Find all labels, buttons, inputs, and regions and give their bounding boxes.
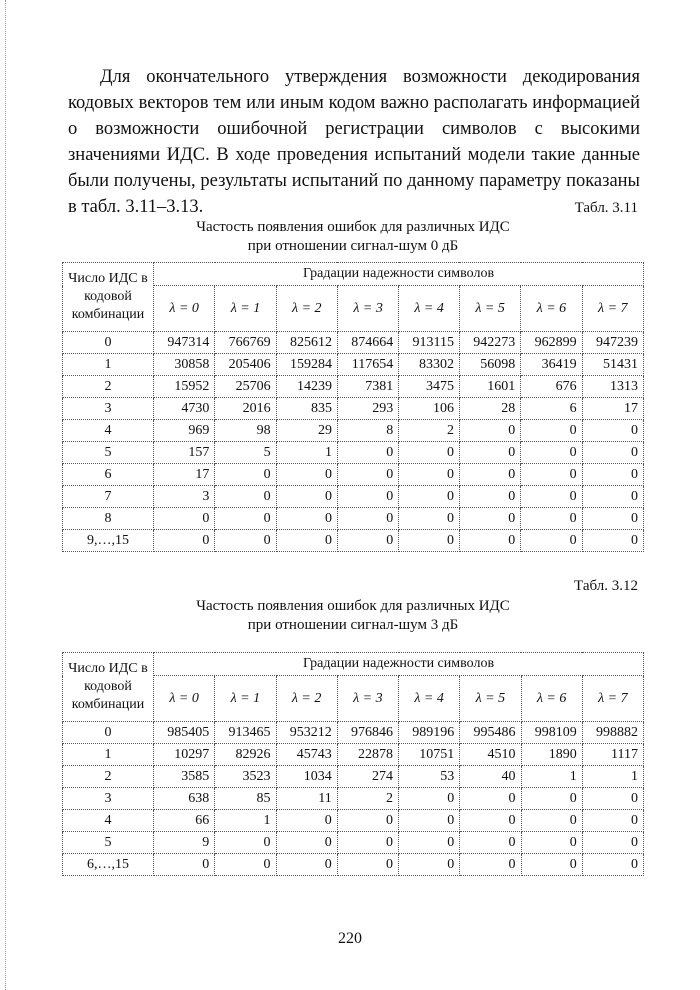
lambda-header: λ = 0 xyxy=(154,676,215,722)
table-cell: 0 xyxy=(399,530,460,552)
row-label: 6,…,15 xyxy=(63,854,154,876)
table-cell: 0 xyxy=(582,508,643,530)
table-row xyxy=(63,810,644,832)
table-cell: 17 xyxy=(154,464,215,486)
lambda-header: λ = 1 xyxy=(215,286,276,332)
table-cell: 947314 xyxy=(154,332,215,354)
group-header: Градации надежности символов xyxy=(154,263,644,286)
lambda-header: λ = 3 xyxy=(337,286,398,332)
table-cell: 0 xyxy=(276,464,337,486)
lambda-header: λ = 7 xyxy=(582,286,643,332)
table-cell: 0 xyxy=(521,832,582,854)
table-cell: 0 xyxy=(399,788,460,810)
table-cell: 0 xyxy=(582,442,643,464)
table-cell: 638 xyxy=(154,788,215,810)
table-row xyxy=(63,442,644,464)
row-label: 5 xyxy=(63,832,154,854)
table-cell: 0 xyxy=(215,832,276,854)
table-label: Табл. 3.11 xyxy=(574,200,638,216)
table-cell: 0 xyxy=(276,810,337,832)
table-cell: 10751 xyxy=(399,744,460,766)
table-cell: 5 xyxy=(215,442,276,464)
table-cell: 1117 xyxy=(582,744,643,766)
row-label: 2 xyxy=(63,376,154,398)
row-label: 1 xyxy=(63,744,154,766)
table-cell: 25706 xyxy=(215,376,276,398)
table-row xyxy=(63,832,644,854)
table-cell: 0 xyxy=(459,486,520,508)
table-cell: 953212 xyxy=(276,722,337,744)
lambda-header: λ = 1 xyxy=(215,676,276,722)
table-cell: 274 xyxy=(337,766,398,788)
group-header: Градации надежности символов xyxy=(154,653,644,676)
table-cell: 66 xyxy=(154,810,215,832)
table-cell: 15952 xyxy=(154,376,215,398)
table-cell: 40 xyxy=(460,766,521,788)
table-cell: 51431 xyxy=(582,354,643,376)
table-cell: 0 xyxy=(215,464,276,486)
table-cell: 6 xyxy=(521,398,582,420)
table-cell: 0 xyxy=(582,854,643,876)
table-caption xyxy=(62,597,644,635)
row-label: 7 xyxy=(63,486,154,508)
table-cell: 676 xyxy=(521,376,582,398)
table-cell: 998882 xyxy=(582,722,643,744)
table-cell: 30858 xyxy=(154,354,215,376)
table-cell: 0 xyxy=(276,530,337,552)
table-cell: 85 xyxy=(215,788,276,810)
table-cell: 0 xyxy=(459,530,520,552)
table-cell: 0 xyxy=(460,810,521,832)
table-cell: 0 xyxy=(337,508,398,530)
body-paragraph: Для окончательного утверждения возможности декодирования кодовых векторов тем или иным кодом важно располагать информацией о возможности ошибочной регистрации символов с высокими значениями ИДС. В ходе проведения испытаний модели такие данные были получены, результаты испытаний по данному параметру показаны в табл. 3.11–3.13. xyxy=(68,67,640,217)
lambda-header: λ = 5 xyxy=(460,676,521,722)
table-cell: 962899 xyxy=(521,332,582,354)
table-cell: 0 xyxy=(399,464,460,486)
table-cell: 0 xyxy=(582,464,643,486)
table-cell: 0 xyxy=(276,832,337,854)
caption-line: Частость появления ошибок для различных ИДС xyxy=(196,598,510,614)
table-3-11 xyxy=(62,262,644,552)
table-row xyxy=(63,744,644,766)
table-cell: 0 xyxy=(582,530,643,552)
table-cell: 0 xyxy=(582,420,643,442)
table-cell: 0 xyxy=(337,810,398,832)
table-cell: 969 xyxy=(154,420,215,442)
page-edge xyxy=(5,0,6,990)
table-cell: 0 xyxy=(154,508,215,530)
table-cell: 0 xyxy=(460,832,521,854)
table-cell: 3523 xyxy=(215,766,276,788)
table-row xyxy=(63,788,644,810)
table-cell: 0 xyxy=(215,530,276,552)
table-cell: 28 xyxy=(459,398,520,420)
table-row xyxy=(63,354,644,376)
row-label: 0 xyxy=(63,722,154,744)
table-cell: 56098 xyxy=(459,354,520,376)
table-cell: 7381 xyxy=(337,376,398,398)
row-label: 3 xyxy=(63,788,154,810)
table-cell: 0 xyxy=(521,810,582,832)
table-cell: 0 xyxy=(215,486,276,508)
table-cell: 0 xyxy=(521,464,582,486)
row-label: 5 xyxy=(63,442,154,464)
table-cell: 117654 xyxy=(337,354,398,376)
table-cell: 17 xyxy=(582,398,643,420)
table-cell: 1034 xyxy=(276,766,337,788)
table-cell: 29 xyxy=(276,420,337,442)
table-cell: 3585 xyxy=(154,766,215,788)
table-cell: 0 xyxy=(337,832,398,854)
col0-header: Число ИДС в кодовой комбинации xyxy=(63,653,154,722)
table-cell: 0 xyxy=(521,788,582,810)
table-cell: 766769 xyxy=(215,332,276,354)
table-cell: 0 xyxy=(215,854,276,876)
table-cell: 2 xyxy=(399,420,460,442)
table-cell: 942273 xyxy=(459,332,520,354)
lambda-header: λ = 5 xyxy=(459,286,520,332)
table-cell: 0 xyxy=(276,854,337,876)
table-row xyxy=(63,508,644,530)
row-label: 4 xyxy=(63,810,154,832)
caption-line: при отношении сигнал-шум 0 дБ xyxy=(247,238,459,254)
table-cell: 0 xyxy=(459,442,520,464)
table-cell: 913115 xyxy=(399,332,460,354)
table-cell: 0 xyxy=(459,420,520,442)
table-cell: 874664 xyxy=(337,332,398,354)
row-label: 3 xyxy=(63,398,154,420)
table-cell: 0 xyxy=(215,508,276,530)
table-cell: 985405 xyxy=(154,722,215,744)
table-cell: 53 xyxy=(399,766,460,788)
table-cell: 0 xyxy=(399,442,460,464)
table-row xyxy=(63,854,644,876)
table-3-12 xyxy=(62,652,644,876)
table-cell: 106 xyxy=(399,398,460,420)
table-cell: 2016 xyxy=(215,398,276,420)
table-row xyxy=(63,398,644,420)
table-cell: 10297 xyxy=(154,744,215,766)
table-row xyxy=(63,722,644,744)
caption-line: при отношении сигнал-шум 3 дБ xyxy=(247,617,459,633)
table-cell: 0 xyxy=(459,508,520,530)
row-label: 2 xyxy=(63,766,154,788)
table-cell: 0 xyxy=(582,832,643,854)
table-cell: 0 xyxy=(582,788,643,810)
row-label: 1 xyxy=(63,354,154,376)
table-cell: 3 xyxy=(154,486,215,508)
table-cell: 1 xyxy=(582,766,643,788)
table-cell: 0 xyxy=(399,832,460,854)
table-caption xyxy=(62,218,644,256)
table-cell: 0 xyxy=(154,530,215,552)
row-label: 0 xyxy=(63,332,154,354)
page-number: 220 xyxy=(338,930,362,947)
table-cell: 4730 xyxy=(154,398,215,420)
table-cell: 4510 xyxy=(460,744,521,766)
table-cell: 0 xyxy=(337,530,398,552)
table-cell: 0 xyxy=(337,486,398,508)
table-label: Табл. 3.12 xyxy=(574,578,638,594)
table-cell: 157 xyxy=(154,442,215,464)
table-cell: 0 xyxy=(337,854,398,876)
lambda-header: λ = 0 xyxy=(154,286,215,332)
table-row xyxy=(63,530,644,552)
table-cell: 0 xyxy=(521,508,582,530)
table-cell: 0 xyxy=(521,486,582,508)
table-cell: 0 xyxy=(521,442,582,464)
table-row xyxy=(63,420,644,442)
table-cell: 3475 xyxy=(399,376,460,398)
row-label: 4 xyxy=(63,420,154,442)
table-cell: 0 xyxy=(582,810,643,832)
table-row xyxy=(63,766,644,788)
table-cell: 998109 xyxy=(521,722,582,744)
row-label: 9,…,15 xyxy=(63,530,154,552)
table-cell: 0 xyxy=(337,464,398,486)
table-cell: 947239 xyxy=(582,332,643,354)
lambda-header: λ = 2 xyxy=(276,286,337,332)
row-label: 8 xyxy=(63,508,154,530)
table-cell: 14239 xyxy=(276,376,337,398)
lambda-header: λ = 4 xyxy=(399,286,460,332)
caption-line: Частость появления ошибок для различных ИДС xyxy=(196,219,510,235)
row-label: 6 xyxy=(63,464,154,486)
table-cell: 835 xyxy=(276,398,337,420)
lambda-header: λ = 6 xyxy=(521,286,582,332)
table-cell: 825612 xyxy=(276,332,337,354)
table-cell: 995486 xyxy=(460,722,521,744)
table-cell: 0 xyxy=(521,420,582,442)
table-cell: 293 xyxy=(337,398,398,420)
table-cell: 0 xyxy=(521,854,582,876)
table-cell: 913465 xyxy=(215,722,276,744)
table-cell: 0 xyxy=(276,508,337,530)
table-cell: 0 xyxy=(582,486,643,508)
table-row xyxy=(63,332,644,354)
table-cell: 11 xyxy=(276,788,337,810)
table-cell: 0 xyxy=(460,854,521,876)
table-cell: 0 xyxy=(276,486,337,508)
table-cell: 83302 xyxy=(399,354,460,376)
table-cell: 205406 xyxy=(215,354,276,376)
header-row xyxy=(63,653,644,676)
table-cell: 0 xyxy=(459,464,520,486)
table-cell: 82926 xyxy=(215,744,276,766)
table-cell: 9 xyxy=(154,832,215,854)
lambda-header: λ = 2 xyxy=(276,676,337,722)
lambda-header: λ = 7 xyxy=(582,676,643,722)
table-cell: 0 xyxy=(399,486,460,508)
table-row xyxy=(63,464,644,486)
table-cell: 1 xyxy=(521,766,582,788)
table-cell: 36419 xyxy=(521,354,582,376)
table-cell: 1890 xyxy=(521,744,582,766)
table-cell: 1313 xyxy=(582,376,643,398)
table-cell: 98 xyxy=(215,420,276,442)
table-cell: 0 xyxy=(154,854,215,876)
col0-header: Число ИДС в кодовой комбинации xyxy=(63,263,154,332)
table-cell: 976846 xyxy=(337,722,398,744)
table-cell: 2 xyxy=(337,788,398,810)
table-cell: 0 xyxy=(399,810,460,832)
table-row xyxy=(63,376,644,398)
table-cell: 0 xyxy=(521,530,582,552)
table-cell: 45743 xyxy=(276,744,337,766)
table-cell: 159284 xyxy=(276,354,337,376)
table-cell: 1 xyxy=(276,442,337,464)
table-cell: 0 xyxy=(460,788,521,810)
table-cell: 0 xyxy=(399,508,460,530)
header-row xyxy=(63,263,644,286)
table-cell: 989196 xyxy=(399,722,460,744)
lambda-header: λ = 4 xyxy=(399,676,460,722)
table-row xyxy=(63,486,644,508)
table-cell: 8 xyxy=(337,420,398,442)
table-cell: 0 xyxy=(337,442,398,464)
table-cell: 22878 xyxy=(337,744,398,766)
table-cell: 1601 xyxy=(459,376,520,398)
lambda-header: λ = 6 xyxy=(521,676,582,722)
table-cell: 1 xyxy=(215,810,276,832)
table-cell: 0 xyxy=(399,854,460,876)
lambda-header: λ = 3 xyxy=(337,676,398,722)
